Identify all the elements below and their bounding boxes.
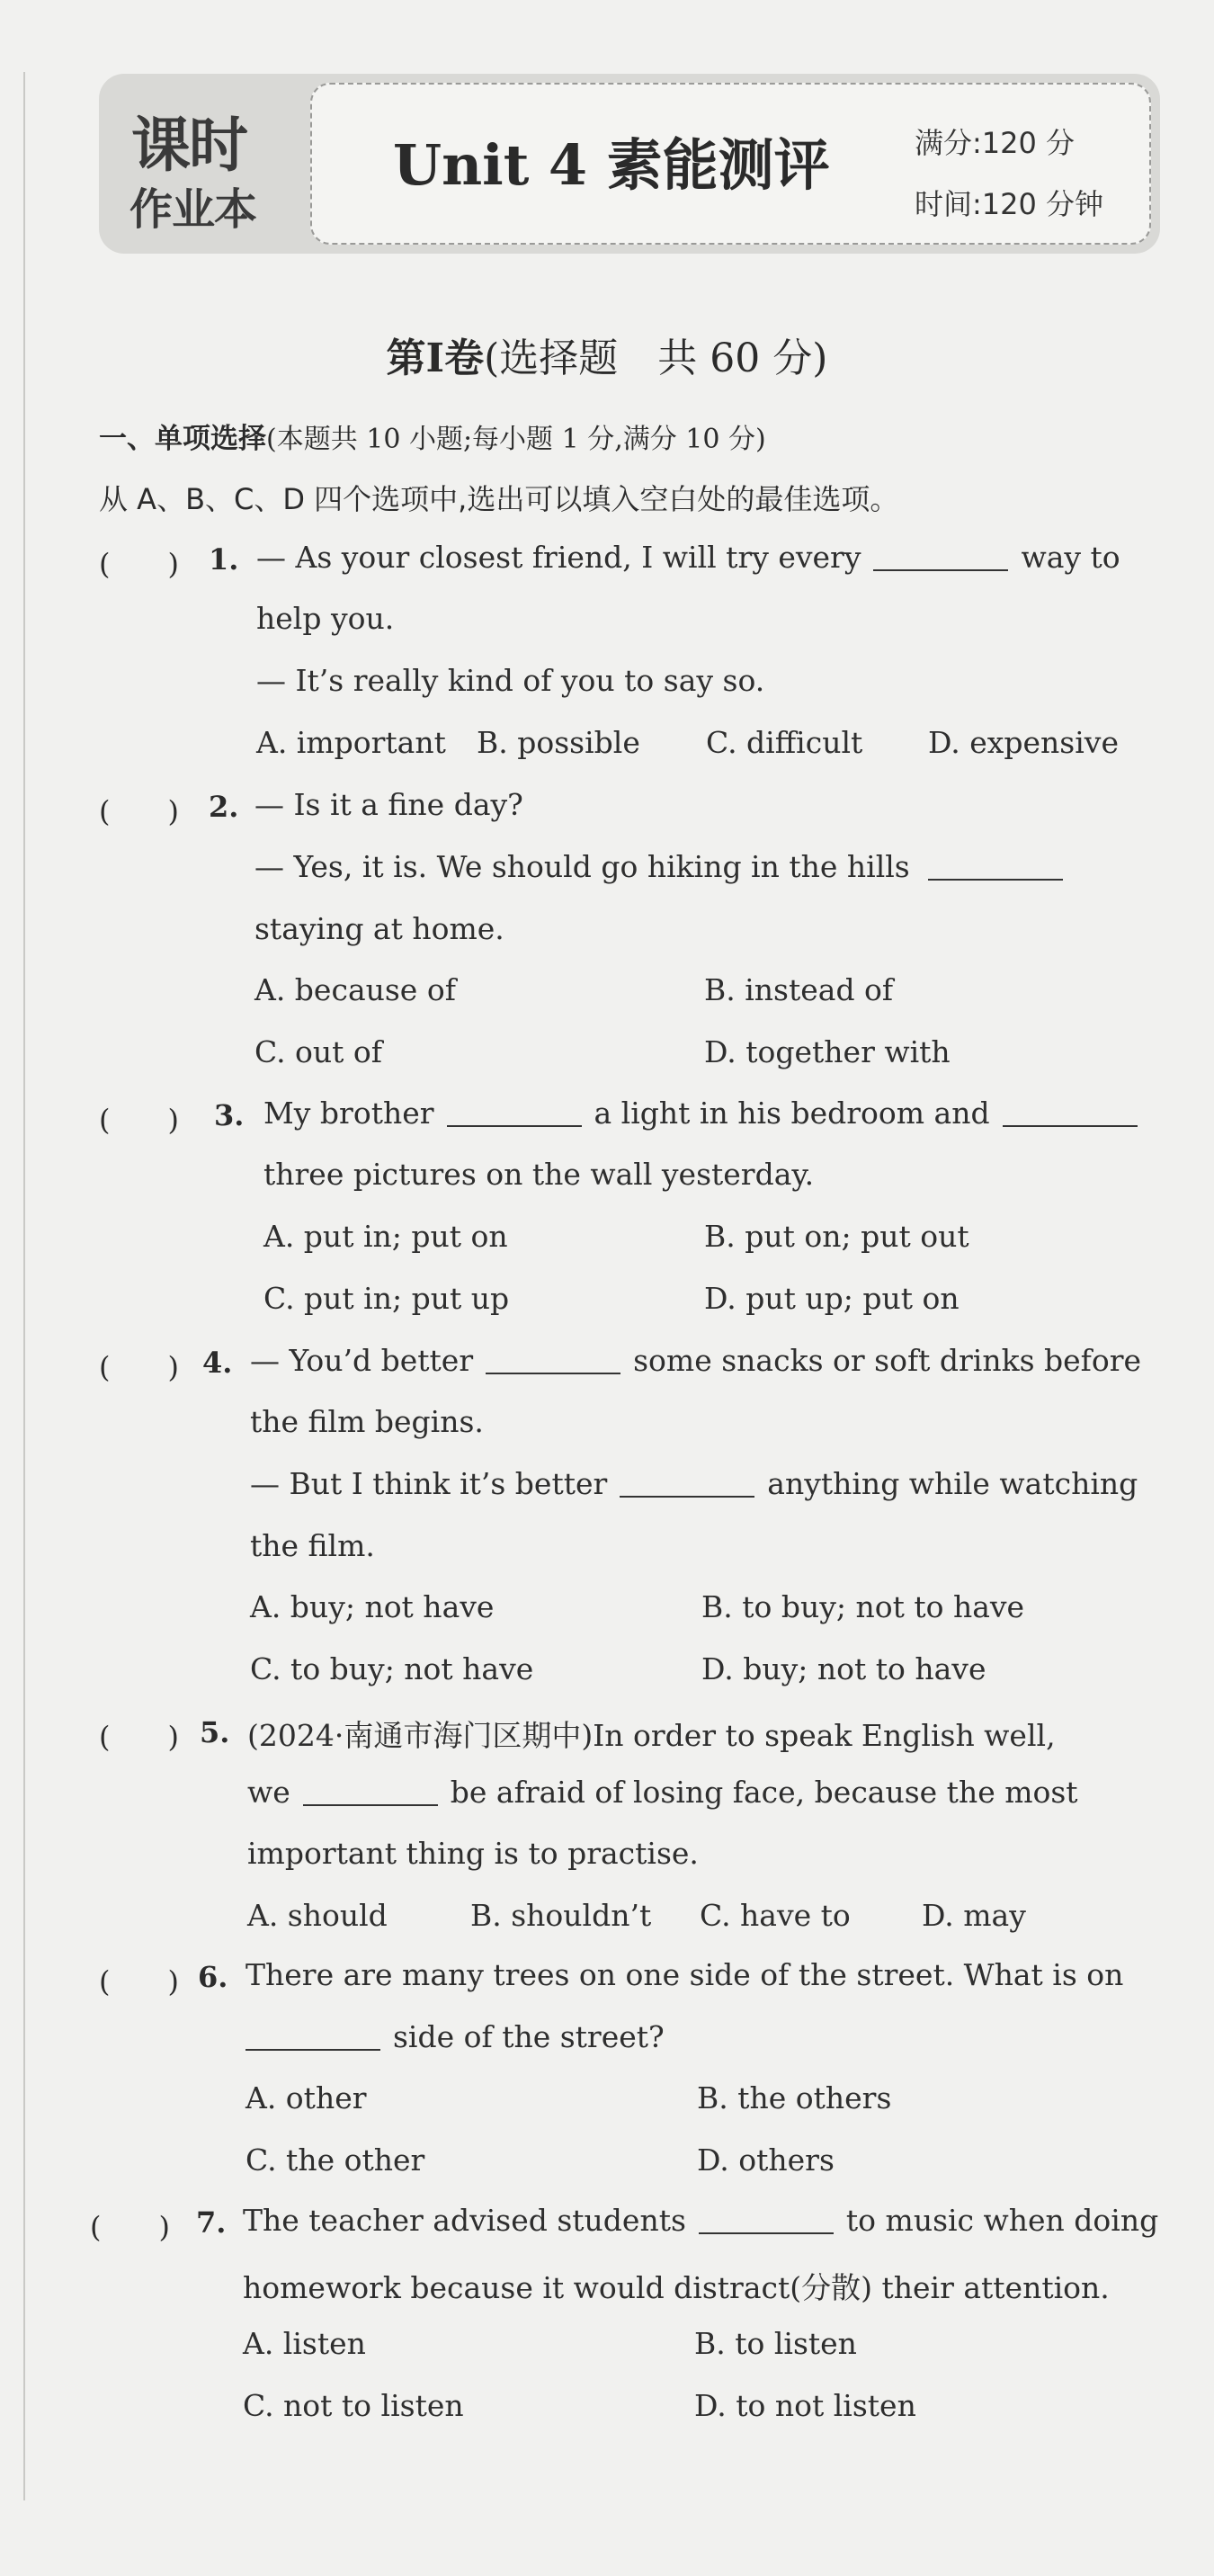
question-text: My brother a light in his bedroom and xyxy=(263,1096,1150,1131)
part-instruction: 从 A、B、C、D 四个选项中,选出可以填入空白处的最佳选项。 xyxy=(99,482,899,516)
option-c[interactable]: C. not to listen xyxy=(243,2388,464,2423)
question-text: homework because it would distract(分散) their attention. xyxy=(243,2270,1110,2305)
question-text: the film. xyxy=(250,1528,375,1563)
title-card xyxy=(310,83,1151,245)
answer-paren[interactable]: ( ) xyxy=(99,1964,179,1999)
question-number: 6. xyxy=(198,1960,228,1994)
question-text: (2024·南通市海门区期中)In order to speak English well, xyxy=(247,1718,1056,1753)
option-d[interactable]: D. buy; not to have xyxy=(701,1651,986,1686)
option-d[interactable]: D. expensive xyxy=(928,725,1119,760)
answer-paren[interactable]: ( ) xyxy=(99,794,179,828)
option-a[interactable]: A. should xyxy=(247,1898,388,1933)
answer-paren[interactable]: ( ) xyxy=(99,547,179,581)
option-b[interactable]: B. put on; put out xyxy=(704,1219,969,1254)
answer-blank xyxy=(245,2019,380,2051)
option-a[interactable]: A. because of xyxy=(254,972,456,1007)
section-title-main: 第Ⅰ卷 xyxy=(386,335,485,381)
time-limit: 时间:120 分钟 xyxy=(915,187,1104,221)
option-d[interactable]: D. to not listen xyxy=(694,2388,916,2423)
option-c[interactable]: C. put in; put up xyxy=(263,1281,510,1316)
option-c[interactable]: C. have to xyxy=(700,1898,851,1933)
answer-paren[interactable]: ( ) xyxy=(99,1103,179,1137)
answer-blank xyxy=(699,2203,834,2234)
question-text: There are many trees on one side of the street. What is on xyxy=(245,1957,1124,1992)
option-d[interactable]: D. may xyxy=(922,1898,1026,1933)
option-d[interactable]: D. together with xyxy=(704,1034,951,1069)
question-text: — As your closest friend, I will try every way to xyxy=(256,540,1120,575)
answer-paren[interactable]: ( ) xyxy=(90,2210,170,2244)
question-text: — Yes, it is. We should go hiking in the hills xyxy=(254,849,1076,884)
section-title xyxy=(0,326,1214,383)
part-heading-label: 一、单项选择 xyxy=(99,423,266,455)
question-text: three pictures on the wall yesterday. xyxy=(263,1157,815,1192)
answer-paren[interactable]: ( ) xyxy=(99,1720,179,1754)
option-a[interactable]: A. put in; put on xyxy=(263,1219,508,1254)
option-c[interactable]: C. difficult xyxy=(706,725,863,760)
option-a[interactable]: A. other xyxy=(245,2080,367,2115)
answer-blank xyxy=(447,1096,582,1127)
option-b[interactable]: B. the others xyxy=(697,2080,892,2115)
option-b[interactable]: B. shouldn’t xyxy=(470,1898,652,1933)
answer-blank xyxy=(486,1343,620,1374)
question-number: 4. xyxy=(202,1346,233,1380)
section-subtitle: (选择题 共 60 分) xyxy=(484,335,828,381)
answer-blank xyxy=(1003,1096,1138,1127)
part-note: (本题共 10 小题;每小题 1 分,满分 10 分) xyxy=(266,424,766,455)
question-text: — It’s really kind of you to say so. xyxy=(256,663,765,698)
answer-blank xyxy=(303,1775,438,1806)
logo-bottom-text: 作业本 xyxy=(129,184,257,235)
question-text: side of the street? xyxy=(245,2019,665,2054)
question-text: — You’d better some snacks or soft drinks before xyxy=(250,1343,1142,1378)
logo-top-text: 课时 xyxy=(131,111,246,180)
page-margin-line xyxy=(23,72,25,2500)
brand-logo xyxy=(126,97,288,235)
part-heading xyxy=(99,416,766,456)
answer-blank xyxy=(928,849,1063,881)
option-b[interactable]: B. possible xyxy=(477,725,640,760)
question-text: The teacher advised students to music when doing xyxy=(243,2203,1159,2238)
question-text: — But I think it’s better anything while watching xyxy=(250,1466,1138,1501)
option-d[interactable]: D. put up; put on xyxy=(704,1281,960,1316)
option-a[interactable]: A. important xyxy=(256,725,446,760)
option-c[interactable]: C. to buy; not have xyxy=(250,1651,534,1686)
question-number: 3. xyxy=(214,1098,245,1132)
answer-paren[interactable]: ( ) xyxy=(99,1350,179,1384)
option-c[interactable]: C. the other xyxy=(245,2142,425,2178)
question-text: — Is it a fine day? xyxy=(254,787,523,822)
question-number: 1. xyxy=(209,542,239,577)
question-number: 5. xyxy=(200,1715,230,1749)
question-text: important thing is to practise. xyxy=(247,1836,699,1871)
option-d[interactable]: D. others xyxy=(697,2142,835,2178)
question-text: help you. xyxy=(256,601,395,636)
answer-blank xyxy=(620,1466,754,1498)
question-number: 2. xyxy=(209,790,239,824)
question-text: staying at home. xyxy=(254,911,504,946)
option-b[interactable]: B. to buy; not to have xyxy=(701,1589,1025,1624)
question-text: the film begins. xyxy=(250,1404,484,1439)
page-title: Unit 4 素能测评 xyxy=(393,132,830,198)
option-b[interactable]: B. to listen xyxy=(694,2326,857,2361)
option-b[interactable]: B. instead of xyxy=(704,972,894,1007)
answer-blank xyxy=(873,540,1008,571)
question-text: we be afraid of losing face, because the most xyxy=(247,1775,1078,1810)
option-a[interactable]: A. listen xyxy=(243,2326,366,2361)
option-c[interactable]: C. out of xyxy=(254,1034,383,1069)
option-a[interactable]: A. buy; not have xyxy=(250,1589,495,1624)
full-score: 满分:120 分 xyxy=(915,126,1076,160)
question-number: 7. xyxy=(196,2205,227,2240)
